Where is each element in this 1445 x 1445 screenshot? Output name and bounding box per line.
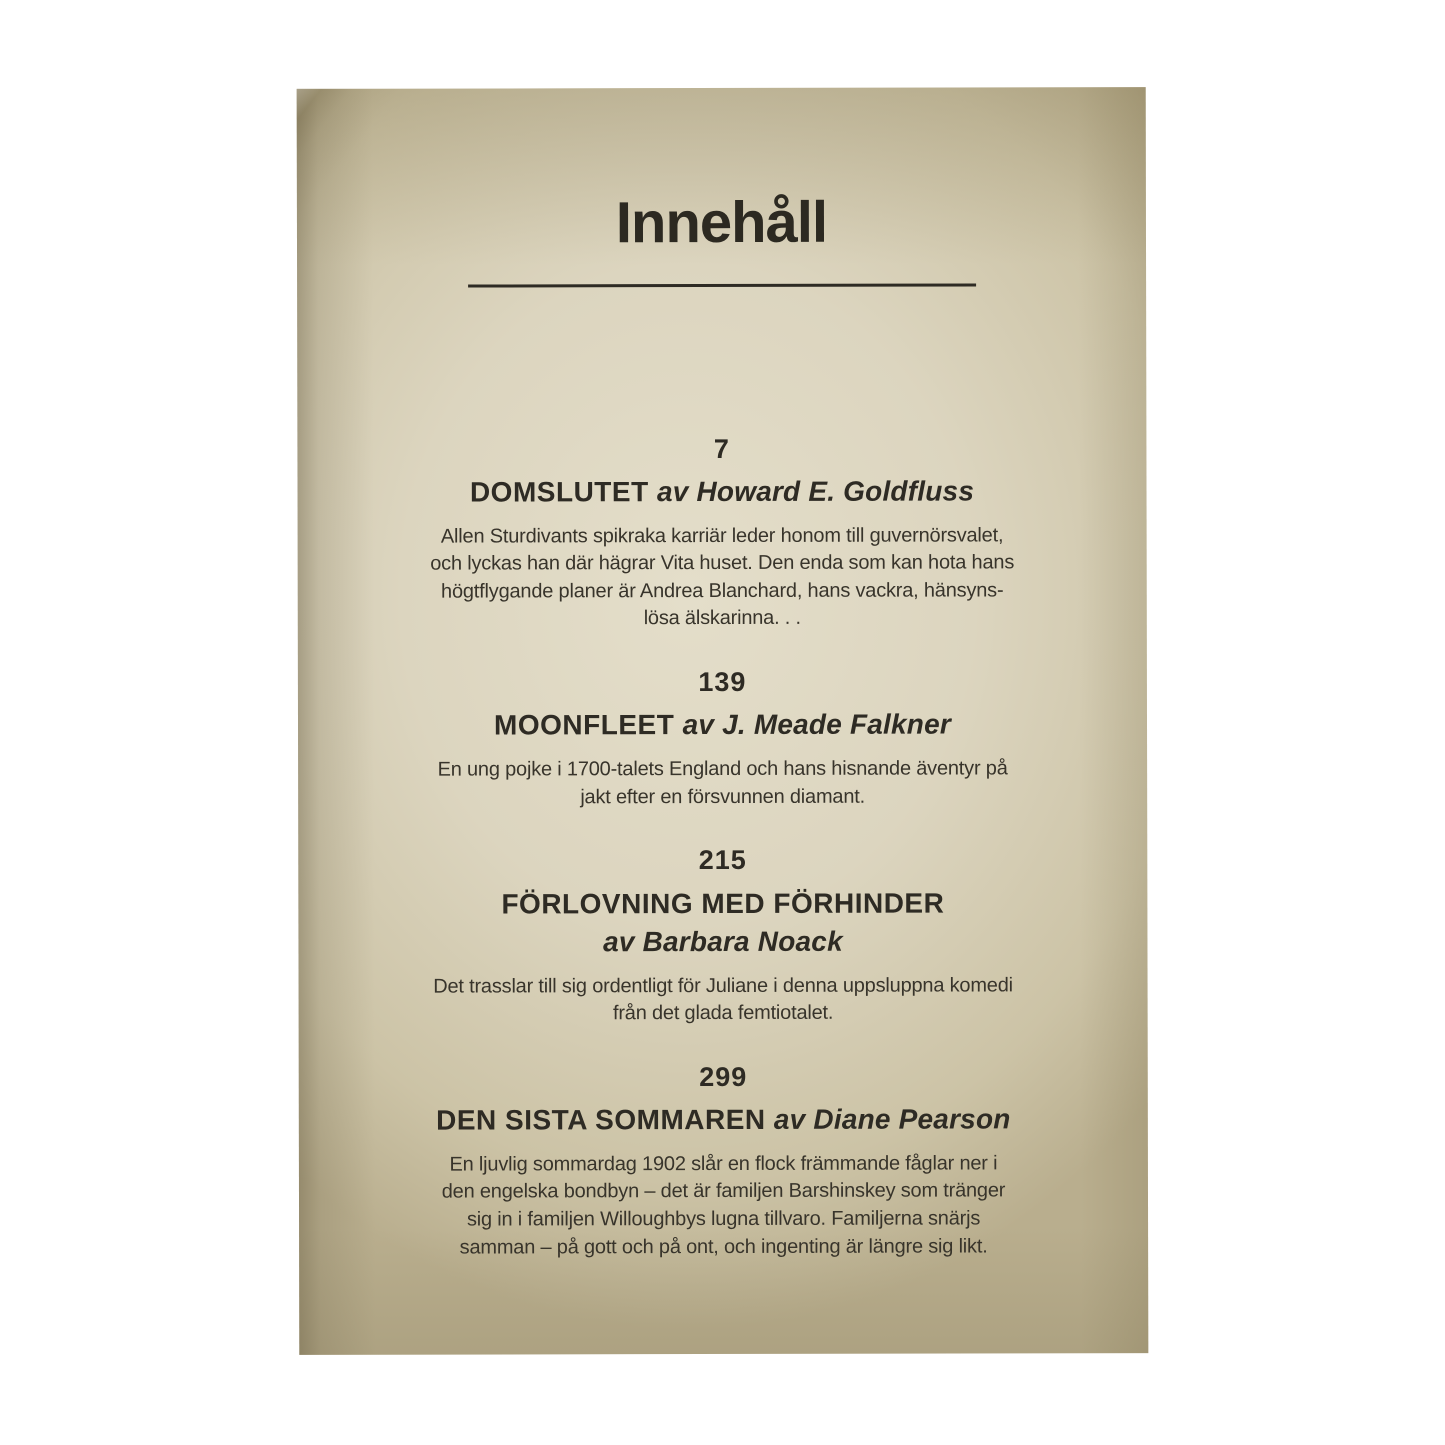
entry-title: [436, 1103, 1010, 1138]
title-divider: [468, 283, 976, 287]
entry-description: Allen Sturdivants spikraka karriär leder honom till guvernörsvalet, och lyckas han där hägrar Vita huset. Den enda som kan hota hans högtflygande planer är Andrea Blanchard, hans vackra, hänsyns- lösa älskarinna. . .: [430, 523, 1015, 630]
toc-entry: [437, 665, 1007, 811]
entry-byline: av Howard E. Goldfluss: [656, 475, 975, 508]
toc-entry: [430, 432, 1014, 634]
entry-byline: av J. Meade Falkner: [682, 708, 951, 741]
entry-title: [501, 886, 944, 959]
entry-page-number: 215: [698, 845, 747, 876]
entry-title-text: MOONFLEET: [493, 709, 675, 741]
entry-description: En ung pojke i 1700-talets England och hans hisnande äventyr på jakt efter en försvunnen diamant.: [437, 757, 1008, 808]
table-of-contents: [430, 432, 1016, 1262]
entry-title: [494, 708, 951, 743]
entry-description: En ljuvlig sommardag 1902 slår en flock främmande fåglar ner i den engelska bondbyn – det är familjen Barshinskey som tränger sig in i familjen Willoughbys lugna tillvaro. Familjerna snärjs samman – på gott och på ont, och ingenting är längre sig likt.: [441, 1152, 1006, 1259]
page-title: Innehåll: [615, 189, 828, 256]
entry-title-text: DOMSLUTET: [469, 476, 649, 508]
entry-description: Det trasslar till sig ordentligt för Juliane i denna uppsluppna komedi från det glada femtiotalet.: [433, 974, 1013, 1025]
book-page-photo: [297, 87, 1149, 1355]
toc-entry: [436, 1060, 1011, 1262]
toc-entry: [433, 844, 1013, 1029]
entry-title-text: DEN SISTA SOMMAREN: [436, 1104, 766, 1136]
entry-page-number: 139: [698, 666, 747, 698]
entry-title-text: FÖRLOVNING MED FÖRHINDER: [501, 887, 945, 919]
entry-title: [470, 474, 974, 509]
entry-page-number: 299: [699, 1061, 748, 1092]
entry-page-number: 7: [713, 433, 730, 464]
contents-page: [297, 87, 1149, 1355]
entry-byline: av Barbara Noack: [603, 925, 843, 958]
entry-byline: av Diane Pearson: [773, 1103, 1011, 1136]
